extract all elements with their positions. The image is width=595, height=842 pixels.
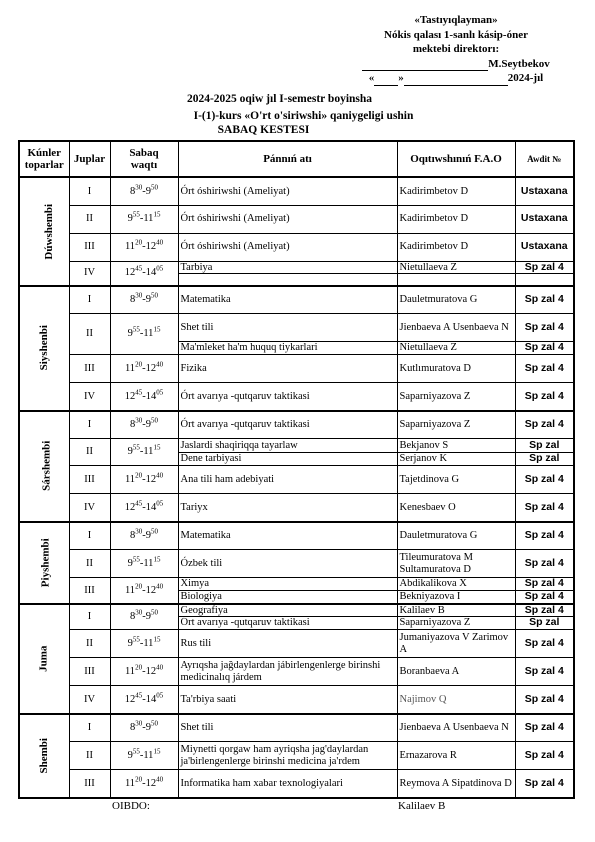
lesson-time: $9^{55}-11^{15}$ bbox=[110, 205, 178, 233]
pair-number: III bbox=[69, 355, 110, 383]
time-start-hour: 8 bbox=[130, 611, 136, 622]
room-number: Ustaxana bbox=[515, 233, 574, 261]
pair-number: IV bbox=[69, 494, 110, 522]
room-number: Sp zal bbox=[515, 617, 574, 630]
time-end-hour: 9 bbox=[145, 185, 151, 197]
pair-number: IV bbox=[69, 686, 110, 714]
title-line-1: 2024-2025 oqiw jıl I-semestr boyinsha bbox=[186, 93, 373, 105]
room-number: Sp zal 4 bbox=[515, 591, 574, 604]
time-end-minute: 15 bbox=[153, 210, 161, 219]
subject-name: Shet tili bbox=[178, 314, 397, 342]
lesson-time: $8^{30}-9^{50}$ bbox=[110, 604, 178, 630]
time-end-hour: 9 bbox=[145, 611, 151, 622]
room-number: Sp zal 4 bbox=[515, 383, 574, 411]
time-start-minute: 20 bbox=[135, 360, 143, 369]
teacher-name: Kadirimbetov D bbox=[397, 233, 515, 261]
lesson-row bbox=[19, 630, 574, 658]
time-end-minute: 15 bbox=[153, 443, 161, 452]
lesson-time: $8^{30}-9^{50}$ bbox=[110, 286, 178, 314]
pair-number: II bbox=[69, 439, 110, 466]
teacher-name: Kalilaev B bbox=[397, 604, 515, 617]
header-room: Awdit № bbox=[515, 141, 574, 177]
time-end-minute: 05 bbox=[156, 388, 164, 396]
subject-name: Geografiya bbox=[178, 604, 397, 617]
pair-number: I bbox=[69, 411, 110, 439]
room-number: Sp zal 4 bbox=[515, 261, 574, 274]
time-end-hour: 12 bbox=[145, 665, 157, 677]
teacher-name: Ernazarova R bbox=[397, 742, 515, 770]
subject-name: Órt avarıya -qutqaruv taktikasi bbox=[178, 411, 397, 439]
time-end-hour: 12 bbox=[145, 777, 157, 789]
time-end-minute: 40 bbox=[156, 238, 164, 247]
time-start-hour: 9 bbox=[127, 328, 133, 340]
footer-left-label: OIBDO: bbox=[112, 800, 150, 812]
room-number: Sp zal bbox=[515, 439, 574, 453]
room-number: Sp zal 4 bbox=[515, 286, 574, 314]
time-end-minute: 15 bbox=[153, 747, 161, 756]
teacher-name: Nietullaeva Z bbox=[397, 342, 515, 355]
teacher-name: Jumaniyazova V Zarimov A bbox=[397, 630, 515, 658]
lesson-time: $12^{45}-14^{05}$ bbox=[110, 494, 178, 522]
header-row bbox=[19, 141, 574, 177]
day-cell bbox=[19, 286, 69, 411]
subject-name: Shet tili bbox=[178, 714, 397, 742]
time-end-hour: 12 bbox=[145, 241, 157, 253]
lesson-time: $8^{30}-9^{50}$ bbox=[110, 522, 178, 550]
teacher-name: Tajetdinova G bbox=[397, 466, 515, 494]
lesson-row bbox=[19, 286, 574, 314]
teacher-name: Dauletmuratova G bbox=[397, 522, 515, 550]
time-start-hour: 9 bbox=[127, 637, 133, 649]
title-line-3: SABAQ KESTESI bbox=[217, 124, 310, 136]
room-number: Sp zal 4 bbox=[515, 578, 574, 591]
time-end-minute: 40 bbox=[156, 360, 164, 369]
time-start-hour: 11 bbox=[124, 241, 136, 253]
time-start-minute: 55 bbox=[132, 443, 140, 452]
time-end-hour: 9 bbox=[145, 722, 151, 733]
schedule-body bbox=[19, 177, 574, 798]
room-number: Sp zal 4 bbox=[515, 604, 574, 617]
lesson-time: $9^{55}-11^{15}$ bbox=[110, 742, 178, 770]
day-name: Siyshenbi bbox=[37, 325, 50, 371]
pair-number: III bbox=[69, 578, 110, 604]
approval-block bbox=[358, 13, 554, 86]
lesson-row bbox=[19, 770, 574, 798]
teacher-name: Saparniyazova Z bbox=[397, 411, 515, 439]
approval-date-line bbox=[358, 71, 554, 86]
day-name: Sárshembi bbox=[40, 440, 53, 492]
teacher-name: Abdikalikova X bbox=[397, 578, 515, 591]
day-name: Piyshembi bbox=[39, 538, 52, 587]
room-number: Ustaxana bbox=[515, 205, 574, 233]
time-start-minute: 20 bbox=[135, 775, 143, 783]
teacher-name: Bekniyazova I bbox=[397, 591, 515, 604]
lesson-time: $9^{55}-11^{15}$ bbox=[110, 314, 178, 355]
subject-name: Ta'rbiya saati bbox=[178, 686, 397, 714]
lesson-row bbox=[19, 578, 574, 591]
time-end-hour: 11 bbox=[143, 637, 154, 649]
time-start-minute: 45 bbox=[135, 264, 143, 273]
header-time: Sabaq waqtı bbox=[110, 141, 178, 177]
pair-number: II bbox=[69, 630, 110, 658]
time-start-hour: 9 bbox=[127, 557, 133, 569]
pair-number: II bbox=[69, 742, 110, 770]
time-start-minute: 45 bbox=[135, 691, 143, 699]
lesson-time: $9^{55}-11^{15}$ bbox=[110, 439, 178, 466]
lesson-time: $11^{20}-12^{40}$ bbox=[110, 233, 178, 261]
time-start-minute: 20 bbox=[135, 238, 143, 247]
time-end-minute: 40 bbox=[156, 775, 164, 783]
time-end-hour: 9 bbox=[145, 294, 151, 305]
lesson-time: $8^{30}-9^{50}$ bbox=[110, 177, 178, 205]
title-line-2: I-(1)-kurs «O'rt o'siriwshi» qaniygeligi ushin bbox=[193, 110, 414, 122]
lesson-row bbox=[19, 522, 574, 550]
time-end-hour: 11 bbox=[143, 328, 154, 340]
time-end-hour: 14 bbox=[145, 501, 157, 513]
time-start-minute: 55 bbox=[132, 635, 140, 644]
time-end-hour: 11 bbox=[143, 557, 154, 569]
signature-blank bbox=[362, 59, 488, 71]
time-start-minute: 45 bbox=[135, 499, 143, 507]
subject-name: Rus tili bbox=[178, 630, 397, 658]
time-start-minute: 55 bbox=[132, 555, 140, 564]
time-start-hour: 8 bbox=[130, 185, 136, 197]
room-number: Sp zal bbox=[515, 453, 574, 466]
pair-number: I bbox=[69, 177, 110, 205]
header-pair: Juplar bbox=[69, 141, 110, 177]
time-start-minute: 30 bbox=[135, 719, 143, 728]
room-number: Sp zal 4 bbox=[515, 314, 574, 342]
teacher-name: Jienbaeva A Usenbaeva N bbox=[397, 314, 515, 342]
pair-number: III bbox=[69, 233, 110, 261]
lesson-time: $12^{45}-14^{05}$ bbox=[110, 383, 178, 411]
teacher-name: Reymova A Sipatdinova D bbox=[397, 770, 515, 798]
subject-name: Biologiya bbox=[178, 591, 397, 604]
teacher-name: Dauletmuratova G bbox=[397, 286, 515, 314]
pair-number: III bbox=[69, 658, 110, 686]
day-cell bbox=[19, 714, 69, 798]
time-start-minute: 20 bbox=[135, 471, 143, 480]
subject-name: Miynetti qorgaw ham ayriqsha jag'daylardan ja'birlengenlerge birinshi medicina ja'rdem bbox=[178, 742, 397, 770]
time-start-minute: 55 bbox=[132, 210, 140, 219]
date-open-quote: « bbox=[368, 72, 375, 84]
time-start-minute: 30 bbox=[135, 416, 143, 425]
teacher-name: Kenesbaev O bbox=[397, 494, 515, 522]
pair-number: IV bbox=[69, 261, 110, 286]
day-cell bbox=[19, 411, 69, 522]
day-name: Juma bbox=[37, 645, 50, 672]
room-number: Sp zal 4 bbox=[515, 342, 574, 355]
lesson-row bbox=[19, 261, 574, 274]
subject-name: Órt óshiriwshi (Ameliyat) bbox=[178, 177, 397, 205]
time-start-minute: 55 bbox=[132, 325, 140, 334]
lesson-time: $11^{20}-12^{40}$ bbox=[110, 355, 178, 383]
time-end-hour: 11 bbox=[143, 213, 154, 225]
teacher-name: Najimov Q bbox=[397, 686, 515, 714]
header-days: Kúnler toparlar bbox=[19, 141, 69, 177]
lesson-row bbox=[19, 411, 574, 439]
time-start-hour: 8 bbox=[130, 722, 136, 733]
subject-name: Informatika ham xabar texnologiyalari bbox=[178, 770, 397, 798]
lesson-time: $11^{20}-12^{40}$ bbox=[110, 578, 178, 604]
lesson-time: $8^{30}-9^{50}$ bbox=[110, 714, 178, 742]
time-start-hour: 11 bbox=[124, 777, 136, 789]
lesson-row bbox=[19, 205, 574, 233]
pair-number: I bbox=[69, 286, 110, 314]
subject-name: Órt avarıya -qutqaruv taktikasi bbox=[178, 383, 397, 411]
pair-number: II bbox=[69, 205, 110, 233]
lesson-row bbox=[19, 383, 574, 411]
time-start-minute: 20 bbox=[135, 582, 143, 590]
lesson-time: $9^{55}-11^{15}$ bbox=[110, 550, 178, 578]
time-end-minute: 15 bbox=[153, 325, 161, 334]
time-end-minute: 50 bbox=[151, 608, 158, 617]
subject-name: Ózbek tili bbox=[178, 550, 397, 578]
time-start-minute: 30 bbox=[135, 527, 143, 536]
lesson-row bbox=[19, 742, 574, 770]
subject-name: Fizika bbox=[178, 355, 397, 383]
subject-name: Ayrıqsha jağdaylardan jábirlengenlerge birinshi medicinalıq járdem bbox=[178, 658, 397, 686]
lesson-row bbox=[19, 466, 574, 494]
pair-number: IV bbox=[69, 383, 110, 411]
teacher-name: Saparniyazova Z bbox=[397, 383, 515, 411]
time-end-hour: 14 bbox=[145, 693, 157, 705]
lesson-row bbox=[19, 550, 574, 578]
teacher-name: Kadirimbetov D bbox=[397, 205, 515, 233]
room-number: Sp zal 4 bbox=[515, 770, 574, 798]
pair-number: II bbox=[69, 314, 110, 355]
time-end-hour: 12 bbox=[145, 473, 157, 485]
subject-name: Órt óshiriwshi (Ameliyat) bbox=[178, 233, 397, 261]
director-name: M.Seytbekov bbox=[488, 57, 550, 70]
footer-right-name: Kalilaev B bbox=[398, 800, 446, 812]
time-end-minute: 05 bbox=[156, 264, 164, 273]
time-end-minute: 50 bbox=[151, 183, 158, 191]
lesson-row bbox=[19, 177, 574, 205]
pair-number: I bbox=[69, 522, 110, 550]
room-number: Sp zal 4 bbox=[515, 686, 574, 714]
day-blank bbox=[374, 74, 398, 86]
time-end-hour: 14 bbox=[145, 390, 157, 402]
time-end-hour: 12 bbox=[145, 584, 157, 596]
teacher-name: Bekjanov S bbox=[397, 439, 515, 453]
lesson-time: $12^{45}-14^{05}$ bbox=[110, 261, 178, 286]
pair-number: III bbox=[69, 466, 110, 494]
lesson-row bbox=[19, 233, 574, 261]
lesson-time: $9^{55}-11^{15}$ bbox=[110, 630, 178, 658]
time-end-minute: 50 bbox=[151, 527, 158, 536]
schedule-table bbox=[18, 140, 575, 799]
lesson-time: $11^{20}-12^{40}$ bbox=[110, 770, 178, 798]
time-start-hour: 12 bbox=[124, 390, 136, 402]
lesson-time: $11^{20}-12^{40}$ bbox=[110, 466, 178, 494]
room-number: Sp zal 4 bbox=[515, 355, 574, 383]
teacher-name: Jienbaeva A Usenbaeva N bbox=[397, 714, 515, 742]
lesson-row bbox=[19, 314, 574, 342]
room-number bbox=[515, 274, 574, 286]
teacher-name: Kutlımuratova D bbox=[397, 355, 515, 383]
day-cell bbox=[19, 177, 69, 286]
time-start-hour: 12 bbox=[124, 501, 136, 513]
lesson-row bbox=[19, 439, 574, 453]
teacher-name: Serjanov K bbox=[397, 453, 515, 466]
pair-number: I bbox=[69, 714, 110, 742]
subject-name: Ximya bbox=[178, 578, 397, 591]
room-number: Sp zal 4 bbox=[515, 630, 574, 658]
time-end-minute: 05 bbox=[156, 691, 164, 699]
time-end-minute: 50 bbox=[151, 416, 158, 425]
subject-name: Tariyx bbox=[178, 494, 397, 522]
time-end-minute: 15 bbox=[153, 635, 161, 644]
lesson-time: $11^{20}-12^{40}$ bbox=[110, 658, 178, 686]
room-number: Sp zal 4 bbox=[515, 714, 574, 742]
room-number: Sp zal 4 bbox=[515, 411, 574, 439]
subject-name: Tarbiya bbox=[178, 261, 397, 274]
subject-name bbox=[178, 274, 397, 286]
time-start-minute: 30 bbox=[135, 183, 143, 191]
time-start-minute: 45 bbox=[135, 388, 143, 396]
lesson-time: $8^{30}-9^{50}$ bbox=[110, 411, 178, 439]
time-start-hour: 11 bbox=[124, 473, 136, 485]
time-end-hour: 9 bbox=[145, 419, 151, 430]
lesson-row bbox=[19, 355, 574, 383]
lesson-row bbox=[19, 714, 574, 742]
subject-name: Dene tarbiyasi bbox=[178, 453, 397, 466]
teacher-name: Tileumuratova M Sultamuratova D bbox=[397, 550, 515, 578]
lesson-row bbox=[19, 494, 574, 522]
teacher-name: Kadirimbetov D bbox=[397, 177, 515, 205]
time-end-hour: 11 bbox=[143, 749, 154, 761]
time-start-minute: 30 bbox=[135, 291, 143, 300]
time-end-hour: 12 bbox=[145, 362, 157, 374]
subject-name: Ana tili ham adebiyati bbox=[178, 466, 397, 494]
month-blank bbox=[404, 74, 508, 86]
room-number: Sp zal 4 bbox=[515, 466, 574, 494]
room-number: Sp zal 4 bbox=[515, 658, 574, 686]
time-start-hour: 9 bbox=[127, 213, 133, 225]
approval-title: «Tastıyıqlayman» bbox=[414, 14, 498, 26]
time-start-hour: 11 bbox=[124, 584, 136, 596]
time-start-hour: 11 bbox=[124, 665, 136, 677]
time-start-hour: 12 bbox=[124, 267, 136, 279]
time-start-hour: 8 bbox=[130, 294, 136, 305]
date-close-quote: » bbox=[398, 72, 404, 84]
time-start-minute: 20 bbox=[135, 663, 143, 672]
time-start-minute: 55 bbox=[132, 747, 140, 756]
subject-name: Ma'mleket ha'm huquq tiykarlari bbox=[178, 342, 397, 355]
time-start-hour: 8 bbox=[130, 419, 136, 430]
pair-number: I bbox=[69, 604, 110, 630]
time-end-minute: 05 bbox=[156, 499, 164, 507]
lesson-row bbox=[19, 686, 574, 714]
room-number: Sp zal 4 bbox=[515, 522, 574, 550]
room-number: Sp zal 4 bbox=[515, 494, 574, 522]
time-start-hour: 12 bbox=[124, 693, 136, 705]
approval-line-2: mektebi direktorı: bbox=[412, 43, 500, 55]
time-end-minute: 15 bbox=[153, 555, 161, 564]
day-name: Dúwshembi bbox=[43, 203, 56, 260]
time-start-hour: 9 bbox=[127, 749, 133, 761]
time-end-minute: 50 bbox=[151, 291, 158, 300]
day-cell bbox=[19, 604, 69, 714]
time-start-hour: 8 bbox=[130, 530, 136, 541]
subject-name: Jaslardi shaqiriqqa tayarlaw bbox=[178, 439, 397, 453]
approval-year: 2024-jıl bbox=[507, 72, 544, 84]
teacher-name: Boranbaeva A bbox=[397, 658, 515, 686]
pair-number: II bbox=[69, 550, 110, 578]
subject-name: Órt óshiriwshi (Ameliyat) bbox=[178, 205, 397, 233]
day-name: Shembi bbox=[37, 737, 50, 774]
day-cell bbox=[19, 522, 69, 604]
room-number: Sp zal 4 bbox=[515, 742, 574, 770]
lesson-row bbox=[19, 658, 574, 686]
subject-name: Matematika bbox=[178, 286, 397, 314]
time-end-minute: 50 bbox=[151, 719, 158, 728]
lesson-time: $12^{45}-14^{05}$ bbox=[110, 686, 178, 714]
subject-name: Órt avarıya -qutqaruv taktikasi bbox=[178, 617, 397, 630]
time-end-minute: 40 bbox=[156, 663, 164, 672]
subject-name: Matematika bbox=[178, 522, 397, 550]
director-signature-line bbox=[358, 57, 554, 72]
room-number: Ustaxana bbox=[515, 177, 574, 205]
pair-number: III bbox=[69, 770, 110, 798]
time-end-minute: 40 bbox=[156, 471, 164, 480]
time-end-hour: 14 bbox=[145, 267, 157, 279]
time-start-minute: 30 bbox=[135, 608, 143, 617]
lesson-row bbox=[19, 604, 574, 617]
teacher-name bbox=[397, 274, 515, 286]
room-number: Sp zal 4 bbox=[515, 550, 574, 578]
header-teacher: Oqıtıwshınıń F.A.O bbox=[397, 141, 515, 177]
teacher-name: Saparniyazova Z bbox=[397, 617, 515, 630]
time-end-hour: 11 bbox=[143, 446, 154, 458]
time-end-minute: 40 bbox=[156, 582, 164, 590]
time-start-hour: 11 bbox=[124, 362, 136, 374]
time-start-hour: 9 bbox=[127, 446, 133, 458]
approval-line-1: Nókis qalası 1-sanlı kásip-óner bbox=[384, 28, 528, 41]
teacher-name: Nietullaeva Z bbox=[397, 261, 515, 274]
header-subject: Pánnıń atı bbox=[178, 141, 397, 177]
time-end-hour: 9 bbox=[145, 530, 151, 541]
